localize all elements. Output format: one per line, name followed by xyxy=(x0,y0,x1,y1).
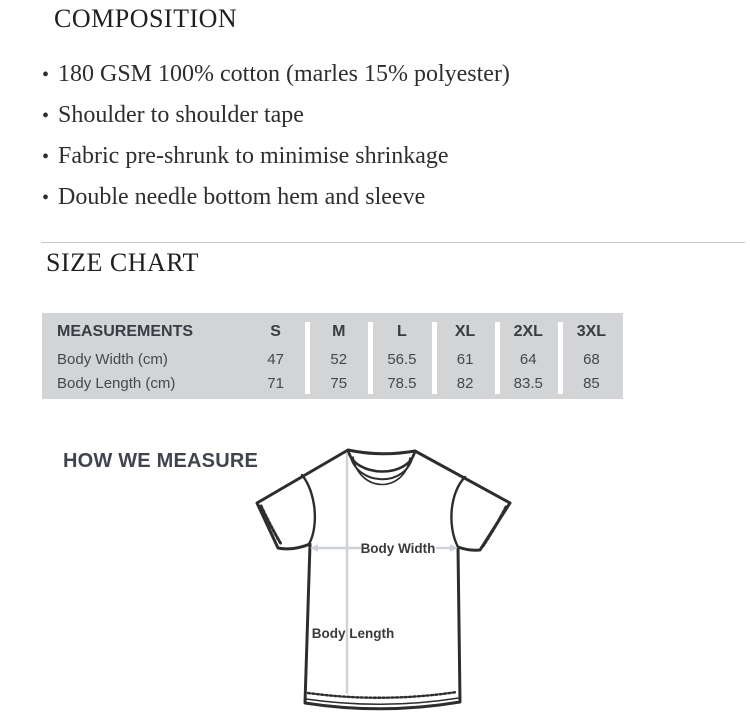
tshirt-outline xyxy=(257,450,510,709)
table-column-divider xyxy=(368,322,373,394)
size-chart-title: SIZE CHART xyxy=(46,248,199,277)
composition-item xyxy=(42,184,510,225)
tshirt-diagram xyxy=(248,444,518,716)
table-column-divider xyxy=(432,322,437,394)
right-armhole-seam xyxy=(451,477,465,547)
composition-item-text: Fabric pre-shrunk to minimise shrinkage xyxy=(58,143,449,169)
bullet-glyph: • xyxy=(42,105,50,127)
table-cell: 83.5 xyxy=(513,374,543,392)
table-header-s: S xyxy=(270,323,281,340)
section-divider xyxy=(41,242,745,243)
composition-list xyxy=(42,61,510,225)
table-cell: 61 xyxy=(456,350,474,368)
left-armhole-seam xyxy=(302,475,315,544)
size-chart-table xyxy=(42,313,623,399)
table-cell: 85 xyxy=(583,374,600,392)
table-header-xl: XL xyxy=(454,323,476,340)
table-header-m: M xyxy=(332,323,346,340)
right-sleeve-stitching xyxy=(483,507,506,546)
table-cell: 78.5 xyxy=(387,374,417,392)
composition-item xyxy=(42,61,510,102)
table-header-3xl: 3XL xyxy=(576,323,607,340)
composition-item-text: Shoulder to shoulder tape xyxy=(58,102,304,128)
table-header-measurements: MEASUREMENTS xyxy=(57,323,194,340)
table-cell: 52 xyxy=(330,350,348,368)
table-cell: 82 xyxy=(456,374,474,392)
body-width-label: Body Width xyxy=(360,541,436,556)
composition-item xyxy=(42,102,510,143)
table-cell: 71 xyxy=(267,374,284,392)
left-sleeve-stitching xyxy=(261,506,281,544)
table-row-label: Body Length (cm) xyxy=(57,374,176,392)
bullet-glyph: • xyxy=(42,187,50,209)
bullet-glyph: • xyxy=(42,146,50,168)
table-column-divider xyxy=(495,322,500,394)
table-column-divider xyxy=(558,322,563,394)
table-cell: 56.5 xyxy=(387,350,417,368)
table-cell: 47 xyxy=(267,350,284,368)
bullet-glyph: • xyxy=(42,64,50,86)
table-column-divider xyxy=(305,322,310,394)
how-we-measure-title: HOW WE MEASURE xyxy=(63,450,259,472)
table-header-2xl: 2XL xyxy=(513,323,543,340)
table-row-label: Body Width (cm) xyxy=(57,350,168,368)
table-header-l: L xyxy=(397,323,407,340)
composition-item-text: 180 GSM 100% cotton (marles 15% polyester) xyxy=(58,61,510,87)
table-cell: 75 xyxy=(330,374,348,392)
bottom-hem-stitching xyxy=(308,692,457,698)
table-cell: 64 xyxy=(519,350,537,368)
body-length-label: Body Length xyxy=(311,626,395,641)
composition-item-text: Double needle bottom hem and sleeve xyxy=(58,184,426,210)
composition-title: COMPOSITION xyxy=(54,4,238,33)
composition-item xyxy=(42,143,510,184)
table-cell: 68 xyxy=(583,350,600,368)
